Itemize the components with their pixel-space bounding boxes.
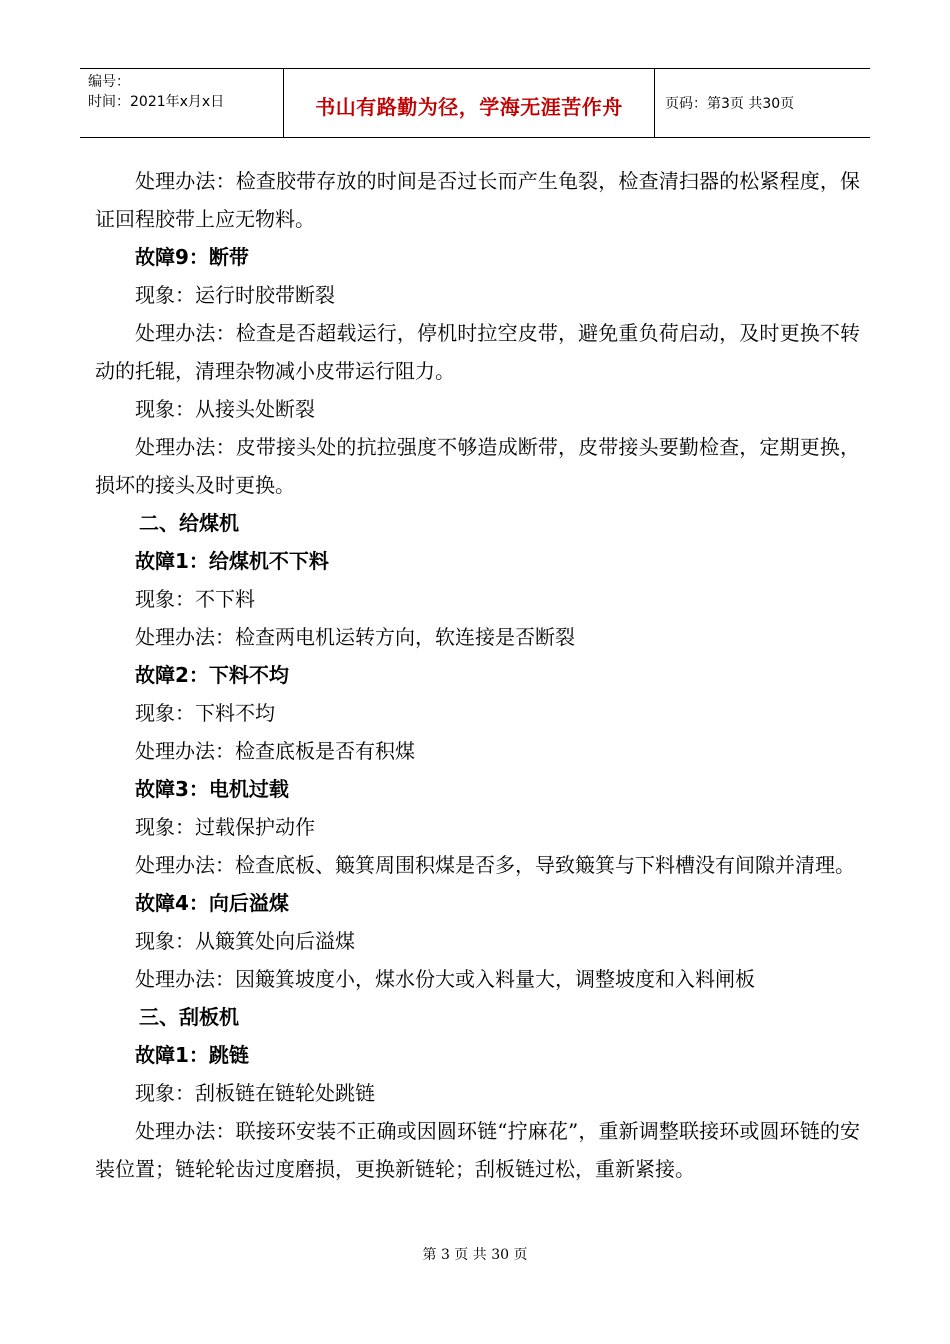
paragraph: 处理办法：皮带接头处的抗拉强度不够造成断带，皮带接头要勤检查，定期更换，损坏的接头及时更换。: [95, 435, 860, 497]
paragraph: 处理办法：检查底板是否有积煤: [135, 739, 415, 763]
paragraph: 处理办法：检查底板、簸箕周围积煤是否多，导致簸箕与下料槽没有间隙并清理。: [135, 853, 855, 877]
fault-heading: 故障3：电机过载: [135, 777, 289, 801]
paragraph: 现象：从簸箕处向后溢煤: [135, 929, 355, 953]
paragraph: 现象：下料不均: [135, 701, 275, 725]
header-left-cell: [80, 69, 283, 137]
paragraph: 处理办法：检查两电机运转方向，软连接是否断裂: [135, 625, 575, 649]
motto-text: 书山有路勤为径，学海无涯苦作舟: [315, 95, 623, 119]
fault-heading: 故障4：向后溢煤: [135, 891, 289, 915]
paragraph: 现象：不下料: [135, 587, 255, 611]
paragraph: 现象：从接头处断裂: [135, 397, 315, 421]
time-label: 时间：2021年x月x日: [88, 94, 225, 110]
page-header: [80, 68, 870, 138]
fault-heading: 故障1：给煤机不下料: [135, 549, 329, 573]
number-label: 编号：: [88, 74, 130, 90]
paragraph: 现象：刮板链在链轮处跳链: [135, 1081, 375, 1105]
fault-heading: 故障9：断带: [135, 245, 249, 269]
page-code: 页码：第3页 共30页: [665, 96, 795, 112]
section-heading: 二、给煤机: [139, 511, 239, 535]
page-footer: 第 3 页 共 30 页: [422, 1247, 528, 1263]
header-motto-cell: [283, 69, 655, 137]
paragraph: 处理办法：因簸箕坡度小，煤水份大或入料量大，调整坡度和入料闸板: [135, 967, 755, 991]
paragraph: 处理办法：联接环安装不正确或因圆环链“拧麻花”，重新调整联接环或圆环链的安装位置；链轮轮齿过度磨损，更换新链轮；刮板链过松，重新紧接。: [95, 1119, 860, 1181]
fault-heading: 故障1：跳链: [135, 1043, 249, 1067]
paragraph: 处理办法：检查是否超载运行，停机时拉空皮带，避免重负荷启动，及时更换不转动的托辊，清理杂物减小皮带运行阻力。: [95, 321, 860, 383]
header-right-cell: [655, 69, 870, 137]
document-body: [95, 162, 860, 1188]
fault-heading: 故障2：下料不均: [135, 663, 289, 687]
paragraph: 处理办法：检查胶带存放的时间是否过长而产生龟裂，检查清扫器的松紧程度，保证回程胶带上应无物料。: [95, 169, 860, 231]
paragraph: 现象：过载保护动作: [135, 815, 315, 839]
paragraph: 现象：运行时胶带断裂: [135, 283, 335, 307]
section-heading: 三、刮板机: [139, 1005, 239, 1029]
